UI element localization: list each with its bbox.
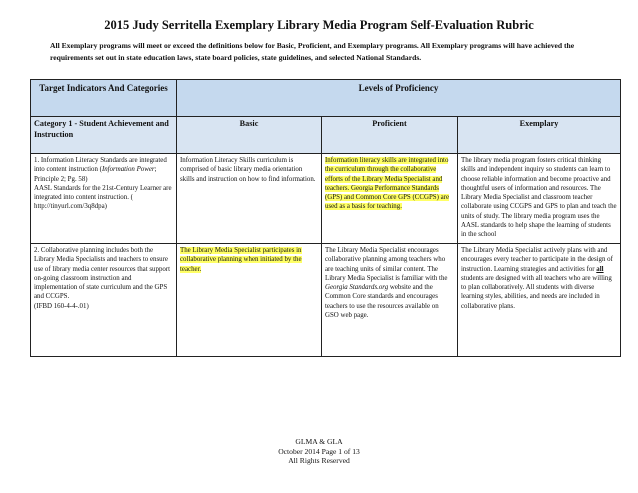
indicator-code: (IFBD 160-4-4-.01) xyxy=(34,302,89,310)
page-footer xyxy=(0,437,638,466)
indicator-link: http://tinyurl.com/3q8dpa) xyxy=(34,203,107,211)
indicator-text: AASL Standards for the 21st-Century Learner are integrated into content instruction. ( xyxy=(34,184,172,202)
levels-header: Levels of Proficiency xyxy=(177,80,621,117)
col-proficient-header: Proficient xyxy=(322,117,458,154)
proficient-text: website and the Common Core standards and encourages teachers to use the resources available on GSO web page. xyxy=(325,284,439,320)
header-row xyxy=(31,80,621,117)
exemplary-emphasis: all xyxy=(596,265,604,273)
indicator-text: ; Principle 2; Pg. 58) xyxy=(34,166,157,183)
proficient-italic: Georgia Standards.org xyxy=(325,284,389,292)
proficient-text-highlighted: Information literacy skills are integrated into the curriculum through the collaborative efforts of the Library Media Specialist and teachers. Georgia Performance Standards (GPS) and Common Core GPS (CCGPS) are used as a basis for teaching. xyxy=(325,157,450,211)
basic-cell xyxy=(177,244,322,357)
table-row xyxy=(31,244,621,357)
footer-rights: All Rights Reserved xyxy=(288,456,350,465)
exemplary-cell xyxy=(458,154,621,244)
indicator-cell xyxy=(31,154,177,244)
col-exemplary-header: Exemplary xyxy=(458,117,621,154)
footer-page: October 2014 Page 1 of 13 xyxy=(278,446,360,456)
footer-org: GLMA & GLA xyxy=(295,437,343,446)
indicator-text: 1. Information Literacy Standards are integrated into content instruction ( xyxy=(34,157,167,174)
indicators-header: Target Indicators And Categories xyxy=(31,80,177,117)
indicator-text: 2. Collaborative planning includes both the Library Media Specialists and teachers to ensure use of library media center resources that support on-going classroom instruction and implementation of state curriculum and the GPS and CCGPS. xyxy=(34,247,171,301)
intro-paragraph: All Exemplary programs will meet or exceed the definitions below for Basic, Proficient, and Exemplary programs. All Exemplary programs will have achieved the requirements set out in state education laws, state board policies, state guidelines, and selected National Standards. xyxy=(50,41,575,62)
indicator-cell xyxy=(31,244,177,357)
exemplary-text: The library media program fosters critical thinking skills and independent inquiry so students can learn to choose reliable information and become proactive and thoughtful users of information and resources. The Library Media Specialist and classroom teacher collaborate using CCGPS and GPS to plan and teach the units of study. The library media program uses the AASL standards to help shape the learning of students in the school xyxy=(461,157,617,239)
category-label: Category 1 - Student Achievement and Instruction xyxy=(31,117,177,154)
col-basic-header: Basic xyxy=(177,117,322,154)
proficient-text: The Library Media Specialist encourages collaborative planning among teachers who are teaching units of similar content. The Library Media Specialist is familiar with the xyxy=(325,247,448,282)
proficient-cell xyxy=(322,154,458,244)
document-title: 2015 Judy Serritella Exemplary Library Media Program Self-Evaluation Rubric xyxy=(104,18,534,32)
exemplary-text: students are designed with all teachers who are willing to plan collaboratively. All students with diverse learning styles, abilities, and needs are included in collaborative plans. xyxy=(461,274,612,310)
exemplary-text: The Library Media Specialist actively plans with and encourages every teacher to participate in the design of instruction. Learning strategies and activities for xyxy=(461,247,613,273)
basic-text-highlighted: The Library Media Specialist participates in collaborative planning when initiated by the teacher. xyxy=(180,247,302,273)
basic-text: Information Literacy Skills curriculum is comprised of basic library media orientation skills and instruction on how to find information. xyxy=(180,157,316,183)
indicator-italic: Information Power xyxy=(101,166,155,174)
table-row xyxy=(31,154,621,244)
basic-cell xyxy=(177,154,322,244)
exemplary-cell xyxy=(458,244,621,357)
category-row xyxy=(31,117,621,154)
proficient-cell xyxy=(322,244,458,357)
rubric-table xyxy=(30,79,621,357)
